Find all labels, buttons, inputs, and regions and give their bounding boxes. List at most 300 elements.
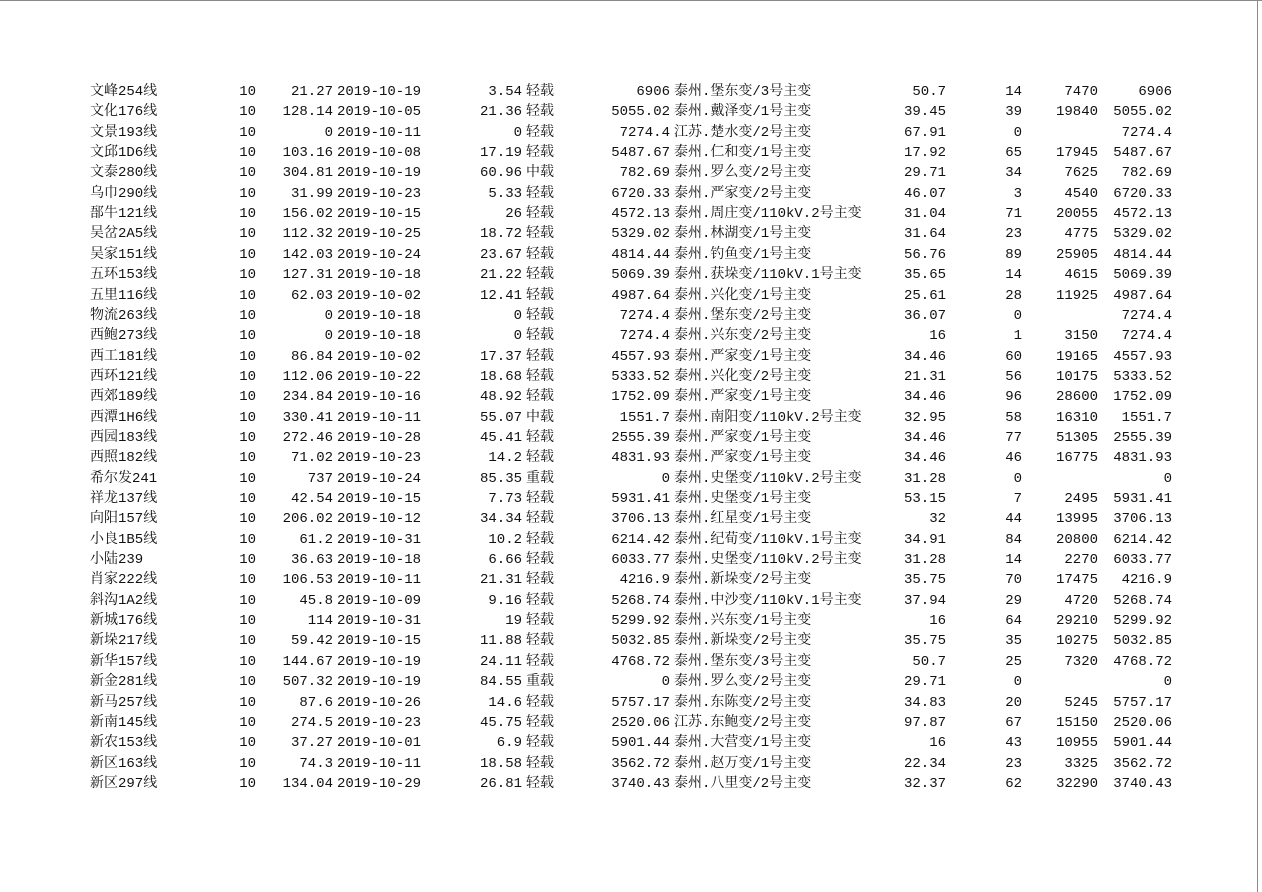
table-row [0,367,1262,387]
load-rate-cell: 10.2 [488,531,522,548]
voltage-cell: 10 [239,409,256,426]
capacity-cell: 5901.44 [611,735,670,752]
amount-cell: 51305 [1055,429,1098,446]
transformer-load-cell: 53.15 [903,491,946,507]
line-name-cell: 西环121线 [90,368,158,385]
date-cell: 2019-10-11 [337,124,422,141]
amount-cell: 32290 [1055,775,1098,792]
current-cell: 42.54 [290,491,333,507]
load-status-cell: 轻载 [526,755,554,772]
amount-cell: 10275 [1055,633,1098,650]
amount-cell: 20800 [1055,531,1098,548]
table-row [0,754,1262,774]
capacity-cell: 5055.02 [611,104,670,121]
capacity-cell: 5032.85 [611,633,670,650]
amount-cell: 4775 [1064,226,1098,243]
transformer-load-cell: 31.64 [903,226,946,243]
line-name-cell: 斜沟1A2线 [90,592,158,609]
capacity-cell: 4557.93 [611,348,670,365]
transformer-cell: 泰州.仁和变/1号主变 [674,145,812,162]
amount-cell: 15150 [1055,714,1098,731]
capacity-cell: 5069.39 [611,267,670,284]
capacity-cell: 4216.9 [619,572,670,589]
table-row [0,631,1262,651]
transformer-cell: 泰州.兴东变/1号主变 [674,613,812,630]
load-rate-cell: 7.73 [488,491,522,507]
transformer-load-cell: 34.46 [903,450,946,467]
capacity-cell: 6906 [636,84,670,100]
count-cell: 67 [1005,714,1022,731]
transformer-cell: 泰州.周庄变/110kV.2号主变 [674,206,862,223]
load-status-cell: 轻载 [526,246,554,263]
capacity-cell: 3706.13 [611,511,670,528]
current-cell: 87.6 [299,694,333,711]
margin-cell: 5329.02 [1113,226,1172,243]
margin-cell: 0 [1163,674,1172,691]
table-row [0,611,1262,631]
line-name-cell: 希尔发241 [90,470,158,487]
current-cell: 86.84 [290,348,333,365]
voltage-cell: 10 [239,511,256,528]
current-cell: 304.81 [282,165,333,182]
load-status-cell: 中载 [526,165,554,182]
current-cell: 507.32 [282,674,333,691]
transformer-load-cell: 16 [929,328,946,345]
date-cell: 2019-10-16 [337,389,422,406]
load-rate-cell: 17.19 [479,145,522,162]
current-cell: 36.63 [290,552,333,569]
current-cell: 128.14 [282,104,333,121]
line-name-cell: 西潭1H6线 [90,409,158,426]
transformer-load-cell: 31.04 [903,206,946,223]
table-row [0,265,1262,285]
date-cell: 2019-10-24 [337,246,422,263]
line-name-cell: 乌巾290线 [90,185,158,202]
load-rate-cell: 45.75 [479,714,522,731]
load-status-cell: 轻载 [526,104,554,121]
count-cell: 46 [1005,450,1022,467]
load-rate-cell: 18.72 [479,226,522,243]
count-cell: 1 [1013,328,1022,345]
capacity-cell: 4814.44 [611,246,670,263]
margin-cell: 6906 [1138,84,1172,100]
table-row [0,224,1262,244]
margin-cell: 7274.4 [1121,307,1172,324]
line-name-cell: 吴岔2A5线 [90,226,158,243]
capacity-cell: 0 [661,470,670,487]
current-cell: 45.8 [299,592,333,609]
voltage-cell: 10 [239,531,256,548]
transformer-cell: 泰州.兴化变/1号主变 [674,287,812,304]
load-rate-cell: 23.67 [479,246,522,263]
transformer-cell: 泰州.大营变/1号主变 [674,735,812,752]
table-row [0,509,1262,529]
voltage-cell: 10 [239,267,256,284]
date-cell: 2019-10-09 [337,592,422,609]
voltage-cell: 10 [239,613,256,630]
capacity-cell: 2520.06 [611,714,670,731]
count-cell: 25 [1005,653,1022,670]
current-cell: 127.31 [282,267,333,284]
transformer-cell: 泰州.新垛变/2号主变 [674,572,812,589]
date-cell: 2019-10-31 [337,531,422,548]
transformer-load-cell: 39.45 [903,104,946,121]
load-rate-cell: 19 [505,613,522,630]
load-status-cell: 轻载 [526,145,554,162]
count-cell: 71 [1005,206,1022,223]
voltage-cell: 10 [239,145,256,162]
capacity-cell: 1752.09 [611,389,670,406]
transformer-cell: 江苏.楚水变/2号主变 [674,124,812,141]
count-cell: 56 [1005,368,1022,385]
margin-cell: 5901.44 [1113,735,1172,752]
load-rate-cell: 26 [505,206,522,223]
date-cell: 2019-10-01 [337,735,422,752]
line-name-cell: 新垛217线 [90,633,158,650]
amount-cell: 13995 [1055,511,1098,528]
voltage-cell: 10 [239,328,256,345]
load-rate-cell: 17.37 [479,348,522,365]
amount-cell: 4540 [1064,185,1098,202]
amount-cell: 4720 [1064,592,1098,609]
transformer-load-cell: 34.46 [903,429,946,446]
table-row [0,286,1262,306]
current-cell: 37.27 [290,735,333,752]
line-name-cell: 新城176线 [90,613,158,630]
current-cell: 21.27 [290,84,333,100]
transformer-load-cell: 34.46 [903,389,946,406]
date-cell: 2019-10-19 [337,674,422,691]
line-name-cell: 五里116线 [90,287,158,304]
load-status-cell: 轻载 [526,775,554,792]
date-cell: 2019-10-02 [337,348,422,365]
amount-cell: 25905 [1055,246,1098,263]
current-cell: 206.02 [282,511,333,528]
count-cell: 39 [1005,104,1022,121]
load-status-cell: 轻载 [526,694,554,711]
load-rate-cell: 9.16 [488,592,522,609]
table-row [0,591,1262,611]
transformer-cell: 泰州.严家变/1号主变 [674,429,812,446]
load-rate-cell: 85.35 [479,470,522,487]
capacity-cell: 6720.33 [611,185,670,202]
voltage-cell: 10 [239,429,256,446]
margin-cell: 4831.93 [1113,450,1172,467]
count-cell: 0 [1013,470,1022,487]
load-rate-cell: 14.2 [488,450,522,467]
load-rate-cell: 12.41 [479,287,522,304]
transformer-cell: 泰州.堡东变/3号主变 [674,653,812,670]
load-rate-cell: 18.58 [479,755,522,772]
transformer-load-cell: 16 [929,613,946,630]
transformer-load-cell: 32 [929,511,946,528]
voltage-cell: 10 [239,592,256,609]
margin-cell: 1551.7 [1121,409,1172,426]
date-cell: 2019-10-23 [337,450,422,467]
transformer-cell: 泰州.东陈变/2号主变 [674,694,812,711]
margin-cell: 7274.4 [1121,328,1172,345]
load-status-cell: 轻载 [526,226,554,243]
table-row [0,163,1262,183]
current-cell: 112.06 [282,368,333,385]
voltage-cell: 10 [239,226,256,243]
voltage-cell: 10 [239,104,256,121]
load-rate-cell: 14.6 [488,694,522,711]
table-row [0,550,1262,570]
capacity-cell: 5329.02 [611,226,670,243]
load-rate-cell: 48.92 [479,389,522,406]
amount-cell [1028,672,1098,692]
transformer-cell: 泰州.钓鱼变/1号主变 [674,246,812,263]
transformer-load-cell: 29.71 [903,165,946,182]
margin-cell: 4814.44 [1113,246,1172,263]
transformer-load-cell: 31.28 [903,470,946,487]
transformer-load-cell: 50.7 [912,653,946,670]
transformer-load-cell: 29.71 [903,674,946,691]
transformer-cell: 泰州.罗么变/2号主变 [674,165,812,182]
margin-cell: 6720.33 [1113,185,1172,202]
load-rate-cell: 55.07 [479,409,522,426]
margin-cell: 782.69 [1121,165,1172,182]
count-cell: 3 [1013,185,1022,202]
capacity-cell: 5757.17 [611,694,670,711]
current-cell: 330.41 [282,409,333,426]
amount-cell: 10175 [1055,368,1098,385]
margin-cell: 3740.43 [1113,775,1172,792]
load-rate-cell: 60.96 [479,165,522,182]
capacity-cell: 7274.4 [619,124,670,141]
table-row [0,774,1262,794]
transformer-load-cell: 34.83 [903,694,946,711]
load-rate-cell: 34.34 [479,511,522,528]
voltage-cell: 10 [239,633,256,650]
transformer-cell: 泰州.林湖变/1号主变 [674,226,812,243]
amount-cell: 29210 [1055,613,1098,630]
margin-cell: 6033.77 [1113,552,1172,569]
transformer-cell: 泰州.八里变/2号主变 [674,775,812,792]
transformer-cell: 泰州.中沙变/110kV.1号主变 [674,592,862,609]
table-row [0,326,1262,346]
amount-cell [1028,123,1098,143]
load-rate-cell: 24.11 [479,653,522,670]
load-status-cell: 轻载 [526,287,554,304]
load-rate-cell: 5.33 [488,185,522,202]
transformer-cell: 泰州.严家变/2号主变 [674,185,812,202]
margin-cell: 5931.41 [1113,491,1172,507]
date-cell: 2019-10-28 [337,429,422,446]
count-cell: 0 [1013,124,1022,141]
load-rate-cell: 21.36 [479,104,522,121]
load-rate-cell: 3.54 [488,84,522,100]
capacity-cell: 5931.41 [611,491,670,507]
current-cell: 272.46 [282,429,333,446]
load-status-cell: 轻载 [526,552,554,569]
table-row [0,693,1262,713]
margin-cell: 2555.39 [1113,429,1172,446]
load-rate-cell: 0 [513,307,522,324]
transformer-load-cell: 17.92 [903,145,946,162]
load-rate-cell: 84.55 [479,674,522,691]
count-cell: 0 [1013,674,1022,691]
date-cell: 2019-10-15 [337,206,422,223]
transformer-load-cell: 32.37 [903,775,946,792]
capacity-cell: 4768.72 [611,653,670,670]
load-status-cell: 轻载 [526,491,554,507]
load-status-cell: 轻载 [526,511,554,528]
date-cell: 2019-10-11 [337,409,422,426]
date-cell: 2019-10-19 [337,653,422,670]
transformer-cell: 泰州.兴化变/2号主变 [674,368,812,385]
voltage-cell: 10 [239,246,256,263]
line-name-cell: 小陆239 [90,552,144,569]
amount-cell: 5245 [1064,694,1098,711]
table-row [0,82,1262,102]
capacity-cell: 5333.52 [611,368,670,385]
date-cell: 2019-10-24 [337,470,422,487]
capacity-cell: 7274.4 [619,307,670,324]
load-status-cell: 轻载 [526,450,554,467]
transformer-load-cell: 34.91 [903,531,946,548]
table-row [0,102,1262,122]
margin-cell: 0 [1163,470,1172,487]
line-name-cell: 西照182线 [90,450,158,467]
voltage-cell: 10 [239,287,256,304]
count-cell: 35 [1005,633,1022,650]
transformer-load-cell: 50.7 [912,84,946,100]
date-cell: 2019-10-18 [337,267,422,284]
line-name-cell: 西鲍273线 [90,328,158,345]
load-rate-cell: 21.31 [479,572,522,589]
margin-cell: 3562.72 [1113,755,1172,772]
transformer-load-cell: 35.75 [903,572,946,589]
transformer-load-cell: 21.31 [903,368,946,385]
amount-cell: 3150 [1064,328,1098,345]
current-cell: 134.04 [282,775,333,792]
load-rate-cell: 26.81 [479,775,522,792]
transformer-cell: 泰州.严家变/1号主变 [674,348,812,365]
count-cell: 14 [1005,84,1022,100]
capacity-cell: 3740.43 [611,775,670,792]
count-cell: 23 [1005,226,1022,243]
margin-cell: 5055.02 [1113,104,1172,121]
transformer-cell: 江苏.东鲍变/2号主变 [674,714,812,731]
amount-cell: 16310 [1055,409,1098,426]
transformer-cell: 泰州.史堡变/110kV.2号主变 [674,470,862,487]
voltage-cell: 10 [239,165,256,182]
current-cell: 737 [307,470,333,487]
date-cell: 2019-10-12 [337,511,422,528]
transformer-cell: 泰州.兴东变/2号主变 [674,328,812,345]
margin-cell: 5333.52 [1113,368,1172,385]
amount-cell: 7625 [1064,165,1098,182]
date-cell: 2019-10-08 [337,145,422,162]
count-cell: 62 [1005,775,1022,792]
table-row [0,733,1262,753]
amount-cell: 11925 [1055,287,1098,304]
count-cell: 29 [1005,592,1022,609]
line-name-cell: 新马257线 [90,694,158,711]
transformer-load-cell: 32.95 [903,409,946,426]
load-status-cell: 轻载 [526,368,554,385]
load-status-cell: 重载 [526,674,554,691]
amount-cell: 20055 [1055,206,1098,223]
voltage-cell: 10 [239,653,256,670]
voltage-cell: 10 [239,389,256,406]
margin-cell: 3706.13 [1113,511,1172,528]
transformer-load-cell: 25.61 [903,287,946,304]
load-status-cell: 轻载 [526,592,554,609]
transformer-cell: 泰州.南阳变/110kV.2号主变 [674,409,862,426]
capacity-cell: 5487.67 [611,145,670,162]
amount-cell: 10955 [1055,735,1098,752]
line-name-cell: 新南145线 [90,714,158,731]
count-cell: 0 [1013,307,1022,324]
date-cell: 2019-10-02 [337,287,422,304]
transformer-cell: 泰州.获垛变/110kV.1号主变 [674,267,862,284]
current-cell: 274.5 [290,714,333,731]
table-row [0,306,1262,326]
load-status-cell: 轻载 [526,84,554,100]
transformer-load-cell: 67.91 [903,124,946,141]
margin-cell: 5268.74 [1113,592,1172,609]
date-cell: 2019-10-23 [337,714,422,731]
table-row [0,652,1262,672]
voltage-cell: 10 [239,185,256,202]
margin-cell: 5299.92 [1113,613,1172,630]
table-row [0,448,1262,468]
current-cell: 114 [307,613,333,630]
count-cell: 96 [1005,389,1022,406]
transformer-load-cell: 37.94 [903,592,946,609]
line-name-cell: 新区163线 [90,755,158,772]
count-cell: 14 [1005,552,1022,569]
transformer-cell: 泰州.红星变/1号主变 [674,511,812,528]
transformer-load-cell: 97.87 [903,714,946,731]
table-row [0,489,1262,509]
amount-cell: 17475 [1055,572,1098,589]
load-status-cell: 轻载 [526,633,554,650]
table-row [0,184,1262,204]
line-name-cell: 新农153线 [90,735,158,752]
margin-cell: 1752.09 [1113,389,1172,406]
date-cell: 2019-10-26 [337,694,422,711]
load-status-cell: 轻载 [526,613,554,630]
current-cell: 62.03 [290,287,333,304]
amount-cell: 28600 [1055,389,1098,406]
count-cell: 14 [1005,267,1022,284]
amount-cell: 7320 [1064,653,1098,670]
load-status-cell: 轻载 [526,389,554,406]
date-cell: 2019-10-23 [337,185,422,202]
voltage-cell: 10 [239,552,256,569]
line-name-cell: 西园183线 [90,429,158,446]
amount-cell: 2495 [1064,491,1098,507]
table-row [0,245,1262,265]
load-status-cell: 轻载 [526,429,554,446]
load-status-cell: 轻载 [526,714,554,731]
load-rate-cell: 21.22 [479,267,522,284]
amount-cell: 16775 [1055,450,1098,467]
table-row [0,570,1262,590]
margin-cell: 7274.4 [1121,124,1172,141]
count-cell: 28 [1005,287,1022,304]
capacity-cell: 6033.77 [611,552,670,569]
margin-cell: 2520.06 [1113,714,1172,731]
count-cell: 64 [1005,613,1022,630]
voltage-cell: 10 [239,348,256,365]
amount-cell [1028,306,1098,326]
transformer-cell: 泰州.史堡变/1号主变 [674,491,812,507]
